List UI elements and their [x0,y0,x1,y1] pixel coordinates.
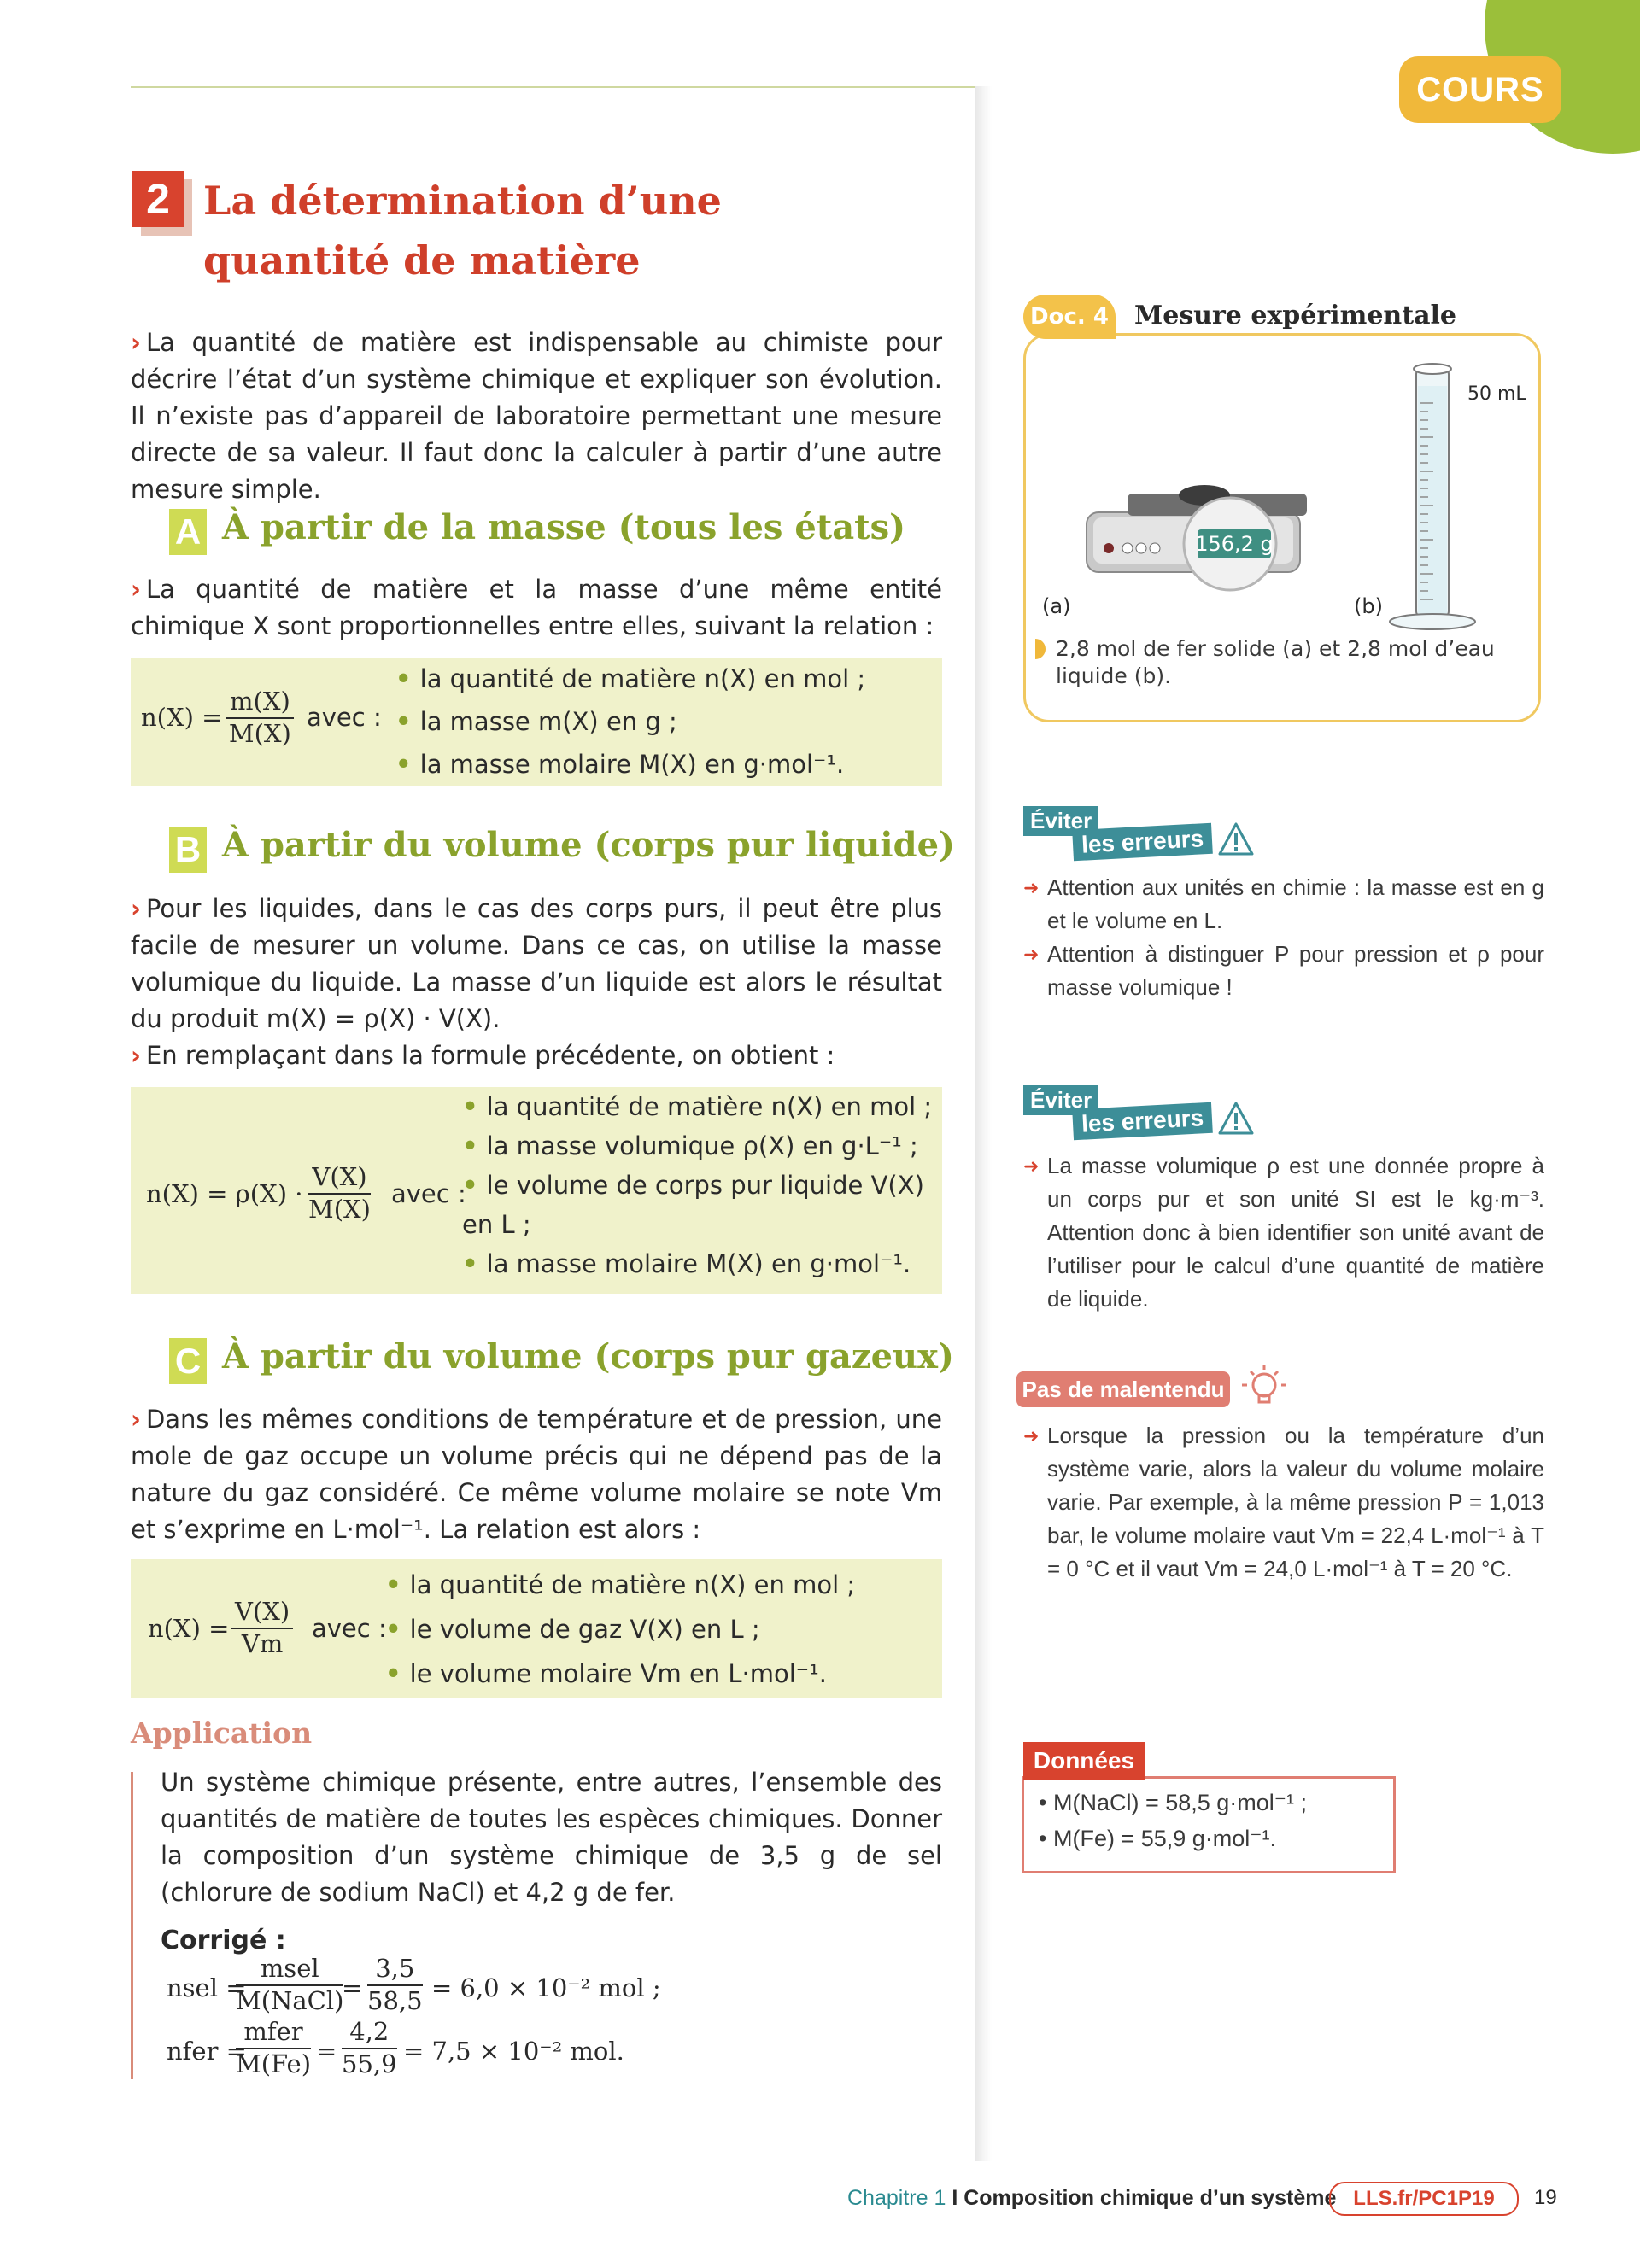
top-rule [131,86,985,88]
application-title: Application [131,1716,313,1750]
bullet-list-b [462,1087,940,1283]
doc4-illustration [1034,350,1529,632]
fraction-numerator: mfer [236,2017,311,2049]
list-item: ➜ La masse volumique ρ est une donnée propre à un corps pur et son unité SI est le kg·m⁻³. Attention donc à bien identifier son unité avant de l’utiliser pour le calcul d’une quantité de matière de liquide. [1023,1149,1544,1316]
formula-fraction [226,687,294,748]
avec-label: avec : [391,1179,466,1208]
list-item: • la quantité de matière n(X) en mol ; [395,658,865,700]
donnees-list [1039,1785,1307,1856]
equals-sign: = [316,2037,337,2066]
list-item: • la masse molaire M(X) en g·mol⁻¹. [395,743,865,786]
list-item: ➜ Lorsque la pression ou la température d’un système varie, alors la valeur du volume molaire varie. Par exemple, à la même pression P = 1,013 bar, le volume molaire vaut Vm = 22,4 L·mol⁻¹ à T = 0 °C et il vaut Vm = 24,0 L·mol⁻¹ à T = 20 °C. [1023,1419,1544,1586]
formula-lhs: n(X) = ρ(X) · [146,1179,303,1208]
eviter1-list [1023,871,1544,1004]
fraction-denominator: M(NaCl) [236,1986,344,2015]
footer-link[interactable]: LLS.fr/PC1P19 [1329,2182,1519,2216]
list-item: • la quantité de matière n(X) en mol ; [385,1563,855,1607]
fraction-numerator: 3,5 [367,1954,423,1986]
label-b: (b) [1354,594,1383,618]
footer-chapter [847,2186,1336,2211]
formula-lhs: n(X) = [141,703,223,732]
sub-letter-c: C [169,1338,207,1384]
avec-label: avec : [312,1614,387,1643]
list-item: • M(NaCl) = 58,5 g·mol⁻¹ ; [1039,1785,1307,1821]
formula-box-a [131,658,942,786]
chevron-icon: › [131,328,141,357]
fraction-numerator: msel [236,1954,343,1986]
sub-title-c: À partir du volume (corps pur gazeux) [222,1336,954,1377]
formula-box-c [131,1559,942,1698]
doc4-caption: 2,8 mol de fer solide (a) et 2,8 mol d’eau liquide (b). [1056,636,1495,688]
section-title: La détermination d’une quantité de matière [203,178,722,284]
formula-fraction [308,1162,371,1224]
list-item: • le volume de gaz V(X) en L ; [385,1607,855,1651]
chevron-icon: › [131,575,141,604]
chevron-icon: › [131,1041,141,1070]
fraction-denominator: M(X) [308,1195,371,1224]
eviter-badge-top: Éviter [1023,1085,1098,1115]
eq1-lhs: nsel = [167,1973,247,2002]
eq1-fraction-2 [367,1954,423,2015]
eq2-fraction-1 [236,2017,311,2078]
fraction-denominator: M(X) [228,719,291,748]
application-text: Un système chimique présente, entre autres, l’ensemble des quantités de matière de toutes les espèces chimiques. Donner la composition d’un système chimique de 3,5 g de sel (chlorure de sodium NaCl) et 4,2 g de fer. [161,1768,942,1907]
fraction-numerator: V(X) [308,1162,371,1195]
list-item: ➜ Attention à distinguer P pour pression et ρ pour masse volumique ! [1023,938,1544,1004]
sub-c-text: › Dans les mêmes conditions de température et de pression, une mole de gaz occupe un volume précis qui ne dépend pas de la nature du gaz considéré. Ce même volume molaire se note Vm et s’exprime en L·mol⁻¹. La relation est alors : [131,1405,942,1544]
eq1-fraction-1 [236,1954,343,2015]
lightbulb-icon [1240,1363,1288,1411]
sub-b-text-2: › En remplaçant dans la formule précédente, on obtient : [131,1041,835,1070]
fraction-denominator: Vm [241,1629,284,1658]
cours-tab: COURS [1399,56,1561,123]
eq2-fraction-2 [342,2017,397,2078]
doc4-title: Mesure expérimentale [1134,301,1456,330]
application-bar [131,1772,133,2079]
avec-label: avec : [307,703,382,732]
list-item: • la quantité de matière n(X) en mol ; [462,1087,940,1126]
label-a: (a) [1042,594,1071,618]
page-number: 19 [1534,2186,1557,2209]
malentendu-badge: Pas de malentendu [1016,1371,1230,1407]
list-item: ➜ Attention aux unités en chimie : la masse est en g et le volume en L. [1023,871,1544,938]
chevron-icon: › [131,1405,141,1434]
sub-letter-b: B [169,827,207,873]
formula-box-b [131,1087,942,1294]
formula-fraction [231,1597,293,1658]
fraction-numerator: m(X) [226,687,294,719]
doc4-badge: Doc. 4 [1023,295,1116,339]
section-number: 2 [132,171,184,227]
warning-icon [1217,821,1255,857]
list-item: • la masse molaire M(X) en g·mol⁻¹. [462,1244,940,1283]
list-item: • le volume de corps pur liquide V(X) en L ; [462,1166,940,1244]
warning-icon [1217,1101,1255,1137]
list-item: • M(Fe) = 55,9 g·mol⁻¹. [1039,1821,1307,1856]
sub-a-text: › La quantité de matière et la masse d’une même entité chimique X sont proportionnelles entre elles, suivant la relation : [131,575,942,640]
page-gutter [975,86,992,2161]
fraction-denominator: M(Fe) [236,2049,312,2078]
balance-reading: 156,2 g [1195,532,1274,556]
sub-title-b: À partir du volume (corps pur liquide) [222,825,955,865]
eviter2-list [1023,1149,1544,1316]
bullet-list-a [395,658,865,786]
fraction-denominator: 55,9 [342,2049,397,2078]
sub-b-text: › Pour les liquides, dans le cas des corps purs, il peut être plus facile de mesurer un volume. Dans ce cas, on utilise la masse volumique du liquide. La masse d’un liquide est alors le résultat du produit m(X) = ρ(X) · V(X). [131,894,942,1033]
cylinder-label: 50 mL [1467,383,1526,405]
graduated-cylinder-icon [1390,364,1475,629]
chapter-label: Chapitre 1 [847,2186,946,2210]
chapter-title: Composition chimique d’un système [964,2186,1337,2210]
chapter-separator: I [952,2186,958,2210]
chevron-icon: › [131,894,141,923]
formula-lhs: n(X) = [148,1614,230,1643]
section-intro: › La quantité de matière est indispensable au chimiste pour décrire l’état d’un système chimique et expliquer son évolution. Il n’existe pas d’appareil de laboratoire permettant une mesure directe de sa valeur. Il faut donc la calculer à partir d’une autre mesure simple. [131,328,942,504]
fraction-numerator: 4,2 [342,2017,397,2049]
malentendu-list [1023,1419,1544,1586]
sub-title-a: À partir de la masse (tous les états) [222,507,906,547]
list-item: • la masse volumique ρ(X) en g·L⁻¹ ; [462,1126,940,1166]
eviter-badge-bottom: les erreurs [1072,823,1213,861]
donnees-badge: Données [1023,1742,1145,1780]
eq1-result: = 6,0 × 10⁻² mol ; [431,1973,661,2002]
sub-letter-a: A [169,509,207,555]
bullet-list-c [385,1563,855,1696]
eviter-badge-bottom: les erreurs [1072,1102,1213,1140]
corrige-label: Corrigé : [161,1926,286,1955]
list-item: • la masse m(X) en g ; [395,700,865,743]
list-item: • le volume molaire Vm en L·mol⁻¹. [385,1651,855,1696]
eq2-lhs: nfer = [167,2037,247,2066]
equals-sign: = [342,1973,363,2002]
fraction-numerator: V(X) [231,1597,293,1629]
eq2-result: = 7,5 × 10⁻² mol. [403,2037,624,2066]
eviter-badge-top: Éviter [1023,806,1098,836]
fraction-denominator: 58,5 [367,1986,423,2015]
